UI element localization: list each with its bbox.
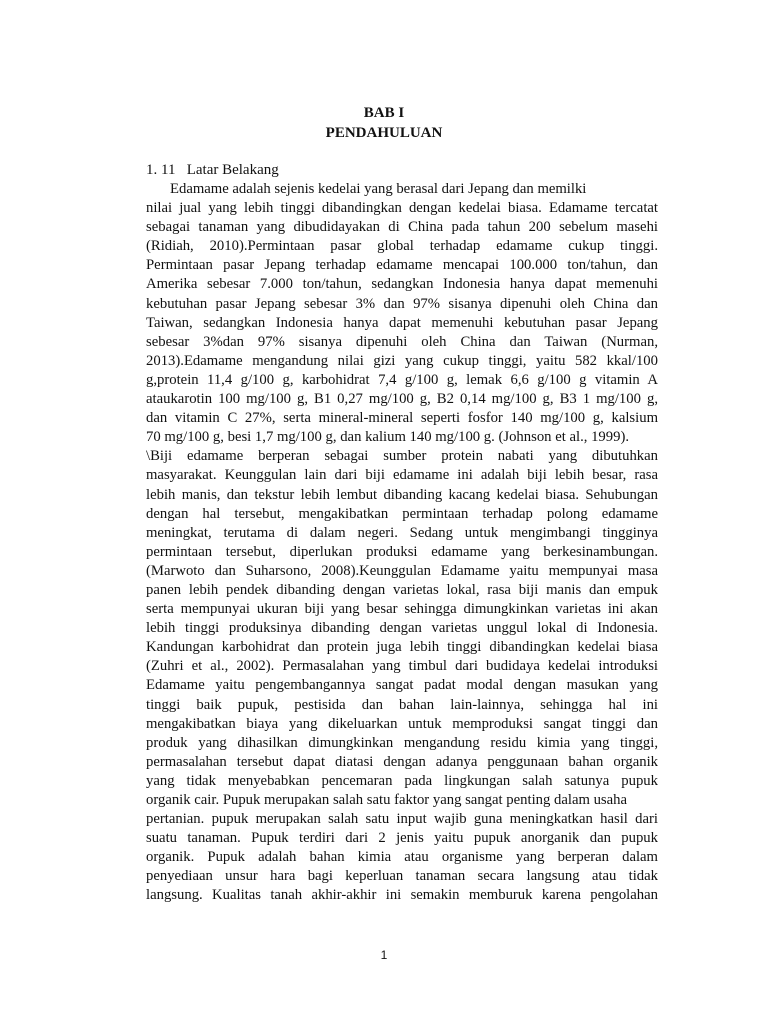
text-line: 70 mg/100 g, besi 1,7 mg/100 g, dan kalium 140 mg/100 g. (Johnson et al., 1999). [146,429,630,446]
text-line: masyarakat. Keunggulan lain dari biji edamame ini adalah biji lebih besar, rasa [146,467,658,484]
text-line: organik. Pupuk adalah bahan kimia atau organisme yang berperan dalam [146,849,658,866]
text-line: ataukarotin 100 mg/100 g, B1 0,27 mg/100 g, B2 0,14 mg/100 g, B3 1 mg/100 g, [146,391,658,408]
text-line: \Biji edamame berperan sebagai sumber protein nabati yang dibutuhkan [146,448,658,465]
text-line: pertanian. pupuk merupakan salah satu input wajib guna meningkatkan hasil dari [146,811,658,828]
text-line: Amerika sebesar 7.000 ton/tahun, sedangkan Indonesia hanya dapat memenuhi [146,276,658,293]
text-line: suatu tanaman. Pupuk terdiri dari 2 jenis yaitu pupuk anorganik dan pupuk [146,830,658,847]
text-line: yang tidak menyebabkan pencemaran pada lingkungan salah satunya pupuk [146,772,658,789]
text-line: organik cair. Pupuk merupakan salah satu faktor yang sangat penting dalam usaha [146,792,628,808]
page-number: 1 [380,948,388,962]
body-paragraph [146,180,658,906]
chapter-label: BAB I [363,105,405,121]
text-line: tinggi baik pupuk, pestisida dan bahan lain-lainnya, sehingga hal ini [146,696,658,713]
text-line: produk yang dihasilkan dimungkinkan mengandung residu kimia yang tinggi, [146,734,658,751]
text-line: Edamame adalah sejenis kedelai yang berasal dari Jepang dan memilki [170,181,587,197]
text-line: Edamame yaitu pengembangannya sangat padat modal dengan masukan yang [146,677,658,694]
text-line: (Marwoto dan Suharsono, 2008).Keunggulan Edamame yaitu mempunyai masa [146,562,658,579]
section-title: Latar Belakang [186,162,279,178]
text-line: mengakibatkan biaya yang dikeluarkan untuk memproduksi sangat tinggi dan [146,715,658,732]
text-line: (Zuhri et al., 2002). Permasalahan yang timbul dari budidaya kedelai introduksi [146,658,658,675]
chapter-title: PENDAHULUAN [325,125,443,141]
text-line: (Ridiah, 2010).Permintaan pasar global terhadap edamame cukup tinggi. [146,238,658,255]
text-line: panen lebih pendek dibanding dengan varietas lokal, rasa biji manis dan empuk [146,581,658,598]
text-line: kebutuhan pasar Jepang sebesar 3% dan 97% sisanya dipenuhi oleh China dan [146,295,658,312]
text-line: permintaan tersebut, diperlukan produksi edamame yang berkesinambungan. [146,543,658,560]
text-line: sebesar 3%dan 97% sisanya dipenuhi oleh China dan Taiwan (Nurman, [146,333,658,350]
text-line: Permintaan pasar Jepang terhadap edamame mencapai 100.000 ton/tahun, dan [146,257,658,274]
text-line: sebagai tanaman yang dibudidayakan di China pada tahun 200 sebelum masehi [146,219,658,236]
chapter-heading [0,103,768,143]
text-line: serta mempunyai ukuran biji yang besar sehingga dimungkinkan varietas ini akan [146,601,658,618]
text-line: Kandungan karbohidrat dan protein juga lebih tinggi dibandingkan kedelai biasa [146,639,658,656]
text-line: nilai jual yang lebih tinggi dibandingkan dengan kedelai biasa. Edamame tercatat [146,200,658,217]
text-line: g,protein 11,4 g/100 g, karbohidrat 7,4 g/100 g, lemak 6,6 g/100 g vitamin A [146,371,658,388]
text-line: 2013).Edamame mengandung nilai gizi yang cukup tinggi, yaitu 582 kkal/100 [146,352,658,369]
section-number: 1. 11 [146,162,176,178]
text-line: lebih tinggi produksinya dibanding dengan varietas unggul lokal di Indonesia. [146,620,658,637]
text-line: penyediaan unsur hara bagi keperluan tanaman secara langsung atau tidak [146,868,658,885]
text-line: Taiwan, sedangkan Indonesia hanya dapat memenuhi kebutuhan pasar Jepang [146,314,658,331]
text-line: dan vitamin C 27%, serta mineral-mineral seperti fosfor 140 mg/100 g, kalsium [146,410,658,427]
text-line: permasalahan tersebut dapat diatasi dengan adanya penggunaan bahan organik [146,753,658,770]
text-line: dengan hal tersebut, mengakibatkan permintaan terhadap polong edamame [146,505,658,522]
text-line: lebih manis, dan tekstur lebih lembut dibanding kacang kedelai biasa. Sehubungan [146,486,658,503]
text-line: meningkat, terutama di dalam negeri. Sedang untuk mengimbangi tingginya [146,524,658,541]
text-line: langsung. Kualitas tanah akhir-akhir ini semakin memburuk karena pengolahan [146,887,658,904]
section-heading [146,161,279,180]
